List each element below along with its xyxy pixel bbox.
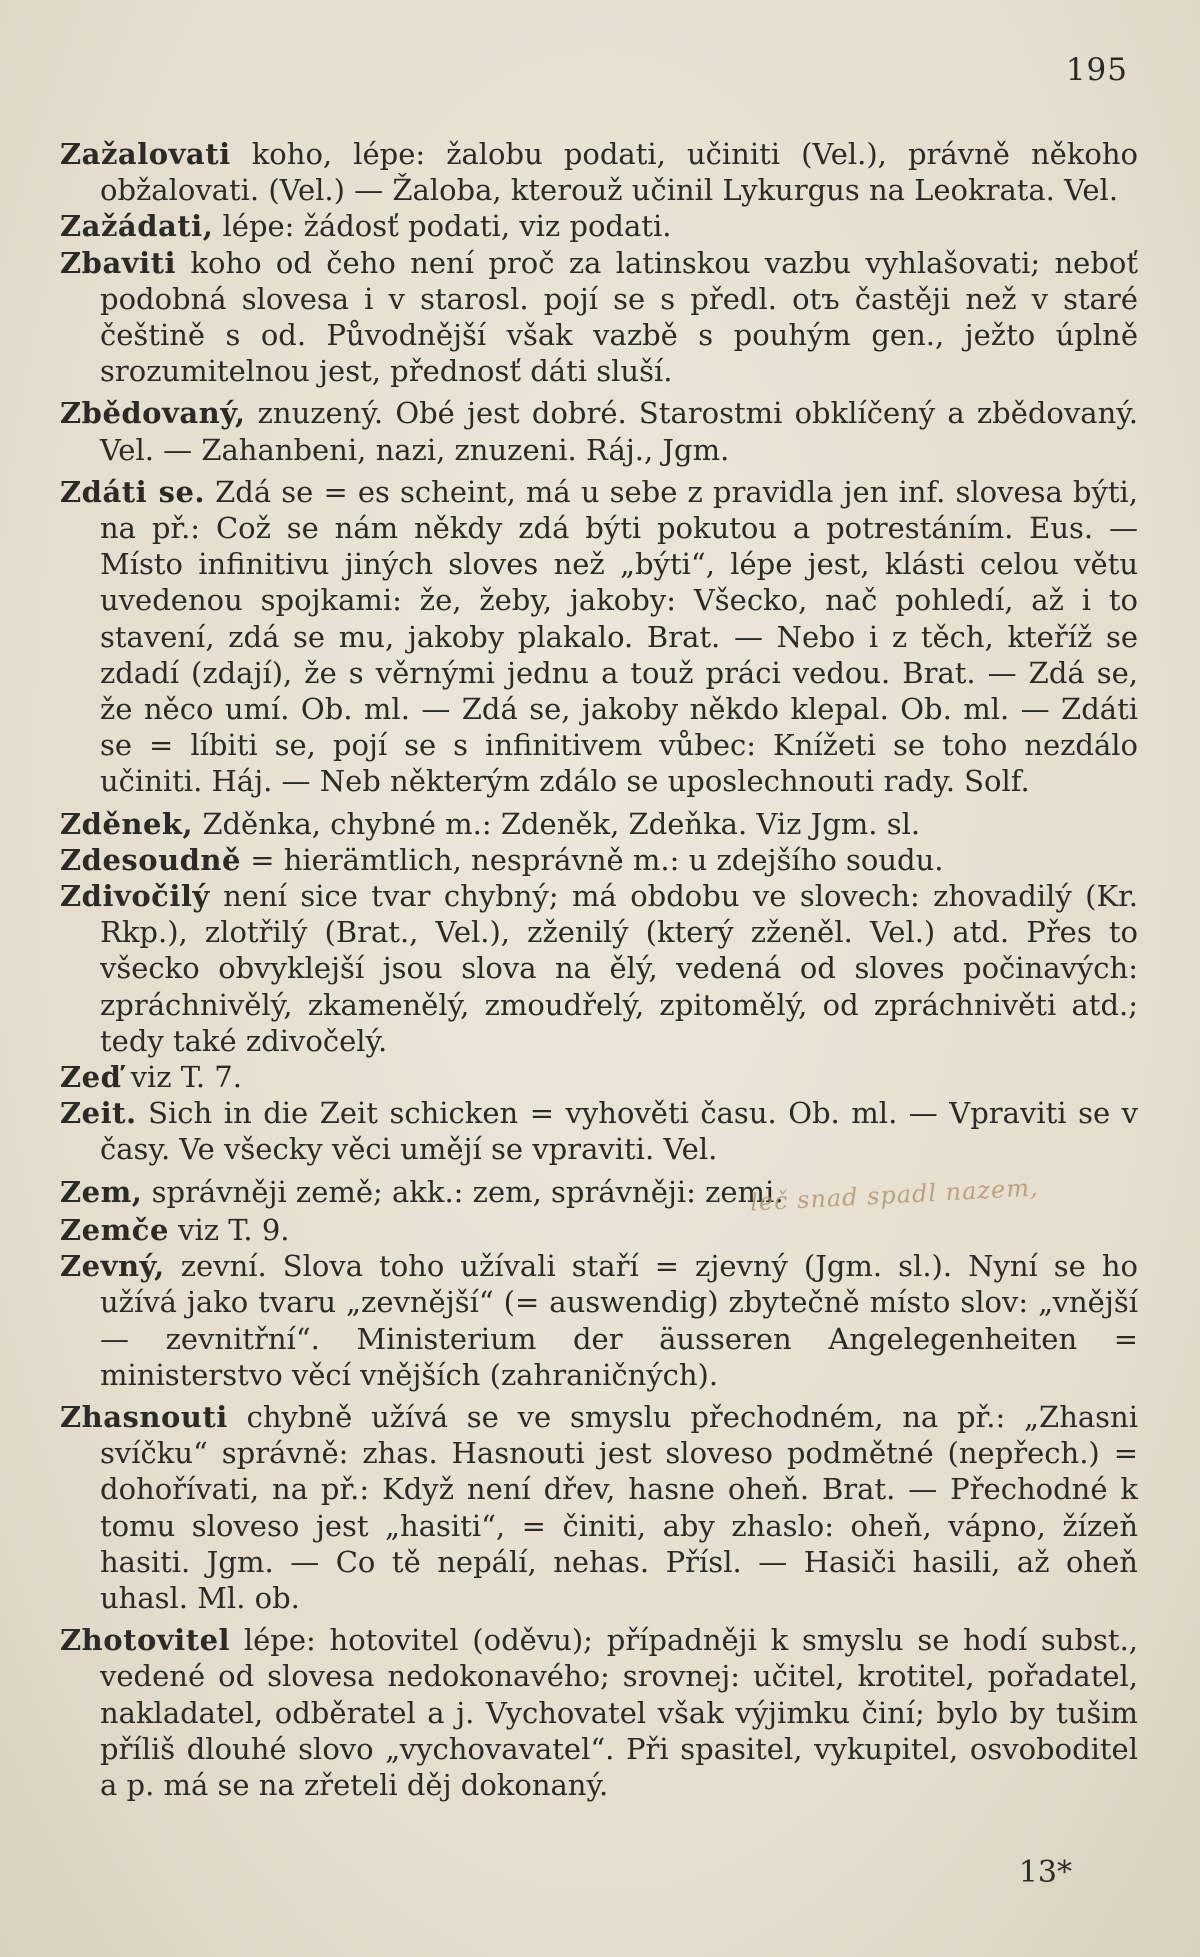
headword: Zhotovitel [60, 1623, 231, 1658]
entry-text: chybně užívá se ve smyslu přechodném, na př.: „Zhasni svíčku“ správně: zhas. Hasnouti jest sloveso podmětné (nepřech.) = dohořívati, na př.: Když není dřev, hasne oheň. Brat. — Přechodné k tomu sloveso jest „hasiti“, = činiti, aby zhaslo: oheň, vápno, žízeň hasiti. Jgm. — Co tě nepálí, nehas. Přísl. — Hasiči hasili, až oheň uhasl. Ml. ob. [100, 1399, 1138, 1615]
entry-text: viz T. 7. [130, 1060, 242, 1095]
headword: Zdivočilý [60, 879, 210, 914]
entry-text: koho, lépe: žalobu podati, učiniti (Vel.), právně někoho obžalovati. (Vel.) — Žaloba, kterouž učinil Lykurgus na Leokrata. Vel. [100, 137, 1138, 208]
headword: Zhasnouti [60, 1399, 228, 1434]
entry-zdivocily [60, 878, 1138, 1059]
headword: Zeit. [60, 1096, 137, 1131]
headword: Zdáti se. [60, 474, 206, 509]
entry-text: zevní. Slova toho užívali staří = zjevný (Jgm. sl.). Nyní se ho užívá jako tvaru „zevnější“ (= auswendig) zbytečně místo slov: „vnější — zevnitřní“. Ministerium der äusseren Angelegenheiten = ministerstvo věcí vnějších (zahraničných). [100, 1249, 1138, 1392]
signature-mark: 13* [1018, 1855, 1072, 1890]
headword: Zevný, [60, 1249, 165, 1284]
headword: Zažalovati [60, 137, 231, 171]
entry-text: správněji země; akk.: zem, správněji: zemi. [151, 1174, 784, 1209]
entry-text: není sice tvar chybný; má obdobu ve slovech: zhovadilý (Kr. Rkp.), zlotřilý (Brat., Vel.), zženilý (který zženěl. Vel.) atd. Přes to všecko obvyklejší jsou slova na ělý, vedená od sloves počinavých: zpráchnivělý, zkamenělý, zmoudřelý, zpitomělý, od zpráchnivěti atd.; tedy také zdivočelý. [100, 879, 1139, 1058]
entry-zhasnouti [60, 1399, 1138, 1616]
headword: Zděnek, [60, 806, 194, 841]
entry-text: koho od čeho není proč za latinskou vazbu vyhlašovati; neboť podobná slovesa i v starosl. pojí se s předl. otъ častěji než v staré češtině s od. Původnější však vazbě s pouhým gen., ježto úplně srozumitelnou jest, přednosť dáti sluší. [100, 245, 1138, 389]
entry-zdati-se [60, 474, 1138, 800]
entry-text: = hierämtlich, nesprávně m.: u zdejšího soudu. [250, 842, 944, 877]
headword: Zem, [60, 1174, 143, 1209]
entry-text: Zděnka, chybné m.: Zdeněk, Zdeňka. Viz Jgm. sl. [202, 806, 921, 841]
headword: Zeď [60, 1060, 122, 1095]
page-number: 195 [1065, 52, 1128, 88]
headword: Zažádati, [60, 209, 214, 244]
entry-zazadati [60, 208, 1138, 244]
entry-zazalovati [60, 136, 1138, 208]
headword: Zdesoudně [60, 842, 241, 877]
headword: Zemče [60, 1212, 169, 1247]
entry-zdenek [60, 806, 1138, 842]
entry-text: lépe: žádosť podati, viz podati. [222, 209, 672, 244]
headword: Zbaviti [60, 245, 177, 280]
entry-text: lépe: hotovitel (oděvu); případněji k smyslu se hodí subst., vedené od slovesa nedokonavého; srovnej: učitel, krotitel, pořadatel, nakladatel, odběratel a j. Vychovatel však výjimku činí; bylo by tušim příliš dlouhé slovo „vychovavatel“. Při spasitel, vykupitel, osvoboditel a p. má se na zřeteli děj dokonaný. [100, 1623, 1138, 1802]
entry-zed [60, 1059, 1138, 1095]
entry-zevny [60, 1248, 1138, 1393]
entry-zem [60, 1173, 1138, 1217]
dictionary-entries [60, 136, 1138, 1803]
entry-text: viz T. 9. [178, 1212, 290, 1247]
entry-zhotovitel [60, 1622, 1138, 1803]
entry-text: Zdá se = es scheint, má u sebe z pravidla jen inf. slovesa býti, na př.: Což se nám někdy zdá býti pokutou a potrestáním. Eus. — Místo infinitivu jiných sloves než „býti“, lépe jest, klásti celou větu uvedenou spojkami: že, žeby, jakoby: Všecko, nač pohledí, až i to stavení, zdá se mu, jakoby plakalo. Brat. — Nebo i z těch, kteříž se zdadí (zdají), že s věrnými jednu a touž práci vedou. Brat. — Zdá se, že něco umí. Ob. ml. — Zdá se, jakoby někdo klepal. Ob. ml. — Zdáti se = líbiti se, pojí se s infinitivem vůbec: Knížeti se toho nezdálo učiniti. Háj. — Neb některým zdálo se uposlechnouti rady. Solf. [100, 474, 1139, 799]
entry-zdesoudne [60, 842, 1138, 878]
handwritten-note: leč snad spadl nazem, [749, 1173, 1039, 1217]
entry-text: Sich in die Zeit schicken = vyhověti času. Ob. ml. — Vpraviti se v časy. Ve všecky věci umějí se vpraviti. Vel. [100, 1096, 1139, 1167]
entry-zbedovany [60, 395, 1138, 467]
headword: Zbědovaný, [60, 396, 246, 431]
entry-zeit [60, 1095, 1138, 1167]
entry-zemce [60, 1212, 1138, 1248]
entry-text: znuzený. Obé jest dobré. Starostmi obklíčený a zbědovaný. Vel. — Zahanbeni, nazi, znuzeni. Ráj., Jgm. [100, 396, 1138, 467]
entry-zbaviti [60, 245, 1138, 390]
